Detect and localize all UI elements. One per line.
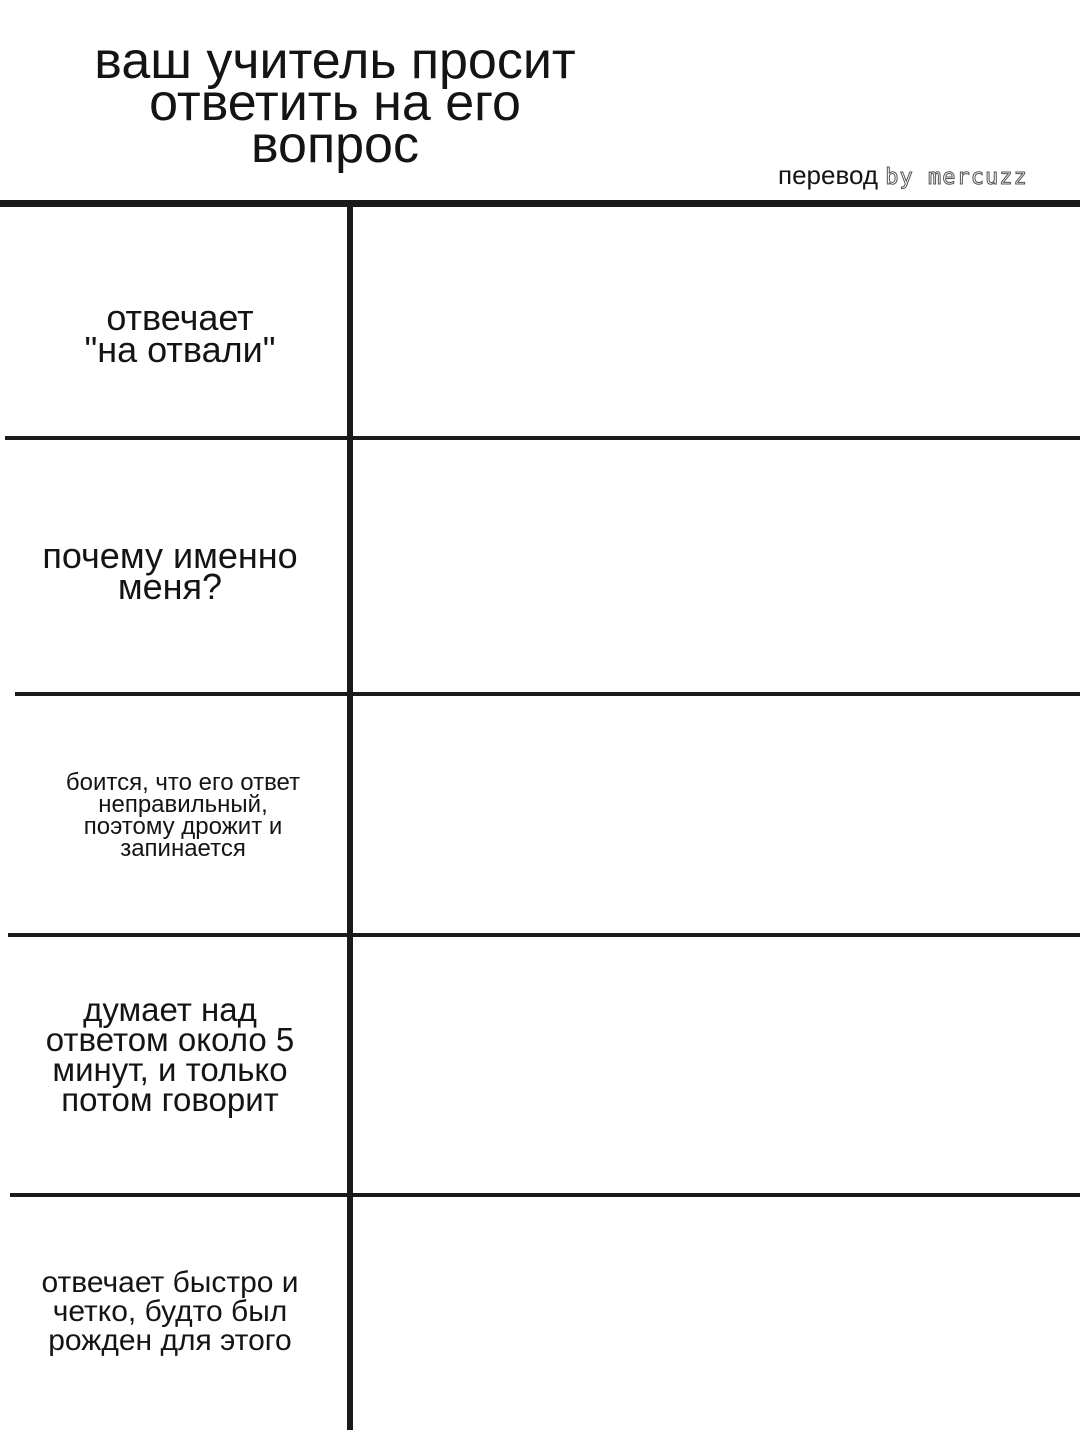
translation-credit bbox=[778, 160, 1028, 193]
credit-prefix: перевод bbox=[778, 160, 879, 190]
answer-cell[interactable] bbox=[353, 207, 1080, 436]
row-label-line: поэтому дрожит и bbox=[83, 813, 283, 840]
title-line: вопрос bbox=[251, 116, 419, 174]
row-label-line: ответом около 5 bbox=[45, 1021, 295, 1058]
row-label-line: четко, будто был bbox=[52, 1295, 288, 1328]
row-label-line: запинается bbox=[120, 835, 246, 862]
title-line: ответить на его bbox=[149, 74, 521, 132]
row-label-line: думает над bbox=[83, 991, 257, 1028]
row-label-line: рожден для этого bbox=[48, 1324, 292, 1357]
row-label-line: отвечает быстро и bbox=[41, 1266, 299, 1299]
row-label bbox=[0, 1268, 340, 1355]
row-label bbox=[0, 991, 340, 1118]
answer-cell[interactable] bbox=[353, 1197, 1080, 1430]
credit-mark: by mercuzz bbox=[885, 165, 1028, 190]
answer-cell[interactable] bbox=[353, 696, 1080, 933]
row-label bbox=[0, 535, 340, 607]
row-label bbox=[0, 769, 366, 862]
answer-cell[interactable] bbox=[353, 440, 1080, 692]
row-label-line: неправильный, bbox=[98, 791, 268, 818]
row-label-line: боится, что его ответ bbox=[65, 769, 301, 796]
page-title bbox=[30, 32, 640, 174]
title-line: ваш учитель просит bbox=[94, 32, 576, 90]
row-label-line: минут, и только bbox=[52, 1051, 288, 1088]
row-label bbox=[0, 297, 360, 370]
row-label-line: "на отвали" bbox=[84, 329, 276, 370]
row-label-line: меня? bbox=[117, 566, 223, 607]
row-label-line: почему именно bbox=[42, 535, 298, 576]
row-label-line: отвечает bbox=[106, 297, 254, 338]
row-label-line: потом говорит bbox=[61, 1081, 279, 1118]
header-divider bbox=[0, 200, 1080, 207]
answer-cell[interactable] bbox=[353, 937, 1080, 1193]
